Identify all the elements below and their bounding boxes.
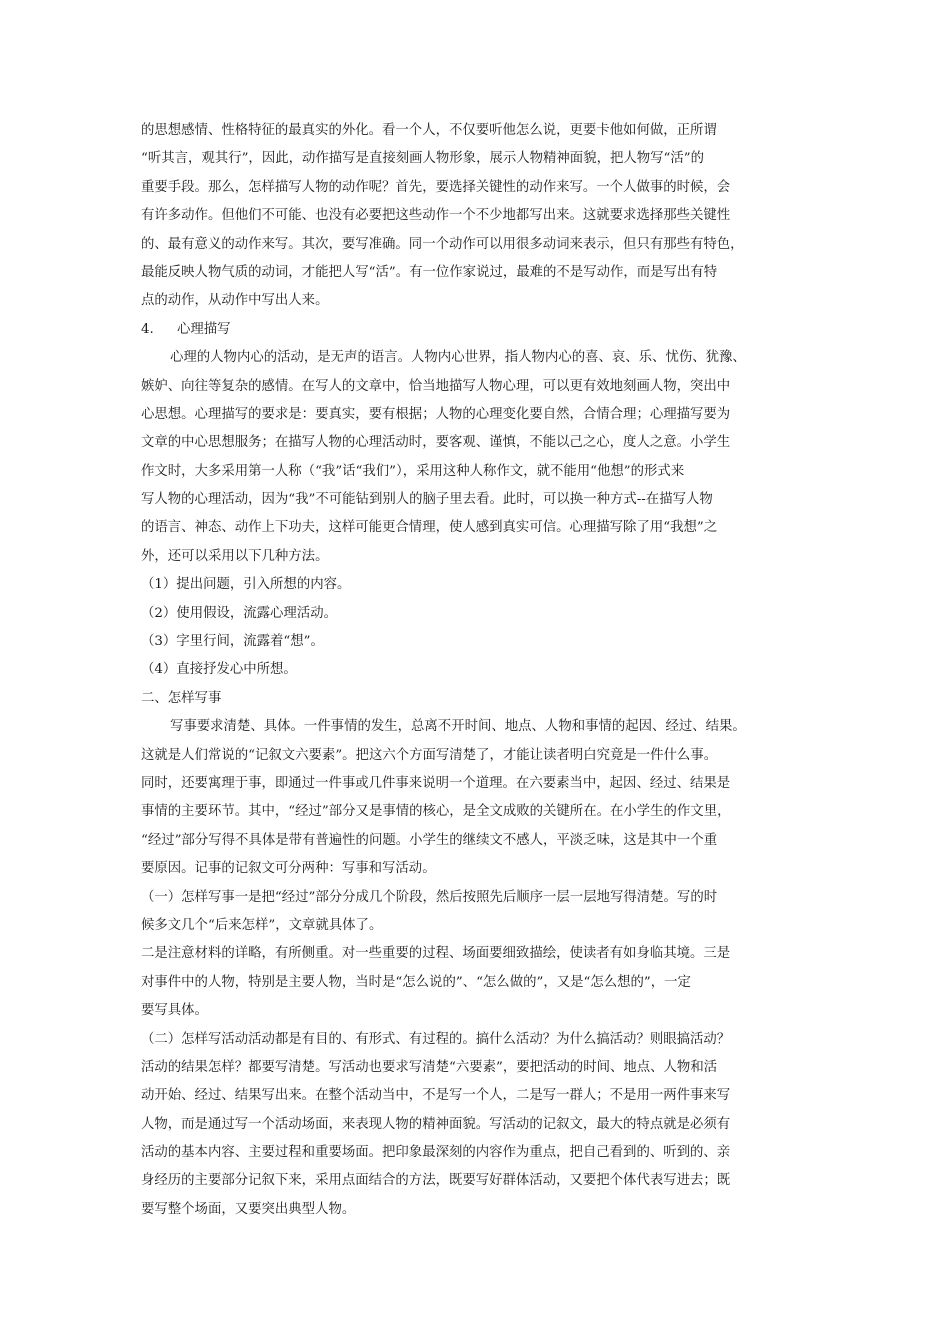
paragraph-line: 要写具体。 [141, 1003, 208, 1019]
paragraph-line: 要原因。记事的记叙文可分两种：写事和写活动。 [141, 861, 436, 877]
paragraph-line: 的语言、神态、动作上下功夫，这样可能更合情理，使人感到真实可信。心理描写除了用“我想”之 [141, 520, 718, 536]
paragraph-line: “听其言，观其行”，因此，动作描写是直接刻画人物形象，展示人物精神面貌，把人物写“活”的 [141, 151, 705, 167]
document-body [141, 117, 811, 1224]
section-title: 心理描写 [177, 321, 231, 337]
paragraph-line: 写事要求清楚、具体。一件事情的发生，总离不开时间、地点、人物和事情的起因、经过、结果。 [170, 719, 746, 735]
paragraph-line: 心理的人物内心的活动，是无声的语言。人物内心世界，指人物内心的喜、哀、乐、忧伤、犹豫、 [170, 350, 746, 366]
paragraph-line: 心思想。心理描写的要求是：要真实，要有根据；人物的心理变化要自然，合情合理；心理描写要为 [141, 406, 731, 422]
list-item: （2）使用假设，流露心理活动。 [141, 605, 337, 621]
paragraph-line: 点的动作，从动作中写出人来。 [141, 293, 329, 309]
section-heading [141, 316, 811, 344]
paragraph-line: 二是注意材料的详略，有所侧重。对一些重要的过程、场面要细致描绘，使读者有如身临其境。三是 [141, 946, 731, 962]
paragraph-line: 有许多动作。但他们不可能、也没有必要把这些动作一个不少地都写出来。这就要求选择那些关键性 [141, 208, 731, 224]
paragraph-line: 候多文几个“后来怎样”，文章就具体了。 [141, 917, 383, 933]
paragraph-line: 人物，而是通过写一个活动场面，来表现人物的精神面貌。写活动的记叙文，最大的特点就是必须有 [141, 1116, 731, 1132]
paragraph-line: 重要手段。那么，怎样描写人物的动作呢？首先，要选择关键性的动作来写。一个人做事的时候，会 [141, 179, 731, 195]
list-item: （4）直接抒发心中所想。 [141, 662, 297, 678]
paragraph-line: （二）怎样写活动活动都是有目的、有形式、有过程的。搞什么活动？为什么搞活动？则眼搞活动？ [141, 1031, 731, 1047]
paragraph-line: 要写整个场面，又要突出典型人物。 [141, 1201, 356, 1217]
paragraph-line: 最能反映人物气质的动词，才能把人写“活”。有一位作家说过，最难的不是写动作，而是写出有特 [141, 264, 718, 280]
paragraph-line: 的、最有意义的动作来写。其次，要写准确。同一个动作可以用很多动词来表示，但只有那些有特色， [141, 236, 744, 252]
paragraph-line: 文章的中心思想服务；在描写人物的心理活动时，要客观、谨慎，不能以己之心，度人之意。小学生 [141, 435, 731, 451]
paragraph-line: （一）怎样写事一是把“经过”部分分成几个阶段，然后按照先后顺序一层一层地写得清楚。写的时 [141, 889, 718, 905]
paragraph-line: 对事件中的人物，特别是主要人物，当时是“怎么说的”、“怎么做的”，又是“怎么想的”，一定 [141, 974, 691, 990]
paragraph-line: 活动的基本内容、主要过程和重要场面。把印象最深刻的内容作为重点，把自己看到的、听到的、亲 [141, 1145, 731, 1161]
paragraph-line: “经过”部分写得不具体是带有普遍性的问题。小学生的继续文不感人，平淡乏味，这是其中一个重 [141, 832, 718, 848]
list-item: （3）字里行间，流露着“想”。 [141, 634, 324, 650]
paragraph-line: 动开始、经过、结果写出来。在整个活动当中，不是写一个人，二是写一群人；不是用一两件事来写 [141, 1088, 731, 1104]
paragraph-line: 嫉妒、向往等复杂的感情。在写人的文章中，恰当地描写人物心理，可以更有效地刻画人物，突出中 [141, 378, 731, 394]
paragraph-line: 事情的主要环节。其中，“经过”部分又是事情的核心，是全文成败的关键所在。在小学生的作文里， [141, 804, 731, 820]
section-number: 4. [141, 321, 154, 337]
paragraph-line: 外，还可以采用以下几种方法。 [141, 548, 329, 564]
paragraph-line: 写人物的心理活动，因为“我”不可能钻到别人的脑子里去看。此时，可以换一种方式--在描写人物 [141, 492, 713, 508]
paragraph-line: 这就是人们常说的“记叙文六要素”。把这六个方面写清楚了，才能让读者明白究竟是一件什么事。 [141, 747, 718, 763]
paragraph-line: 活动的结果怎样？都要写清楚。写活动也要求写清楚“六要素”，要把活动的时间、地点、人物和活 [141, 1059, 718, 1075]
section-heading: 二、怎样写事 [141, 690, 222, 706]
list-item: （1）提出问题，引入所想的内容。 [141, 577, 351, 593]
paragraph-line: 同时，还要寓理于事，即通过一件事或几件事来说明一个道理。在六要素当中，起因、经过、结果是 [141, 775, 731, 791]
paragraph-line: 的思想感情、性格特征的最真实的外化。看一个人，不仅要听他怎么说，更要卡他如何做，正所谓 [141, 123, 717, 138]
paragraph-line: 作文时，大多采用第一人称（“我”话“我们”），采用这种人称作文，就不能用“他想”的形式来 [141, 463, 685, 479]
paragraph-line: 身经历的主要部分记叙下来，采用点面结合的方法，既要写好群体活动，又要把个体代表写进去；既 [141, 1173, 731, 1189]
